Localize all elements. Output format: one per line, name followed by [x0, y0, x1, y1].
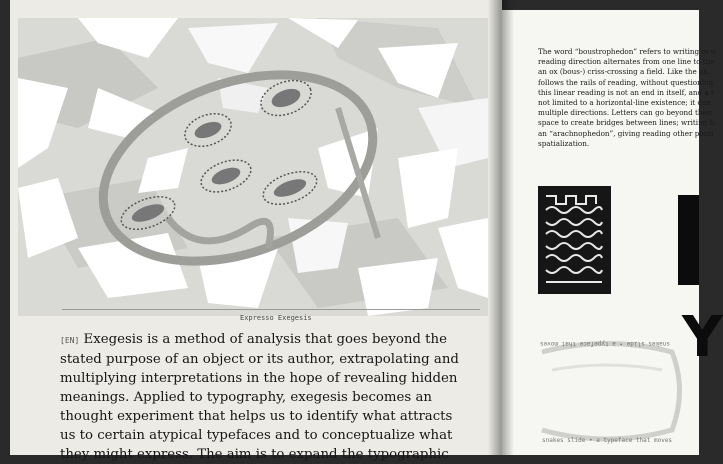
right-text-line: space to create bridges between lines; writing b	[538, 118, 715, 128]
right-text-line: this linear reading is not an end in itself, and a t	[538, 87, 714, 97]
body-line	[60, 330, 490, 350]
body-text	[60, 330, 490, 464]
body-line: meanings. Applied to typography, exegesis becomes an	[60, 390, 432, 405]
glyph-pattern-svg	[538, 186, 611, 294]
right-text-line: an ox (bous-) criss-crossing a field. Like the ox,	[538, 67, 710, 77]
body-line: multiplying interpretations in the hope of revealing hidden	[60, 371, 458, 386]
body-line-text: Exegesis is a method of analysis that goes beyond the	[83, 332, 447, 347]
large-letterform: Y	[682, 305, 723, 370]
right-text-line: an “arachnophedon”, giving reading other possi	[538, 128, 714, 138]
figure-caption: Expresso Exegesis	[240, 314, 312, 322]
right-text-line: The word “boustrophedon” refers to writing in w	[538, 47, 717, 56]
body-line: stated purpose of an object or its author, extrapolating and	[60, 352, 459, 367]
glyph-pattern-image	[538, 186, 611, 294]
language-tag: [EN]	[60, 336, 80, 345]
expresso-exegesis-artwork	[18, 18, 488, 316]
book-gutter	[488, 0, 514, 455]
right-page-text	[538, 47, 717, 149]
right-page	[502, 10, 723, 455]
specimen-line: snakes slide • a typeface that moves	[542, 437, 673, 444]
large-letterform-fragment	[678, 195, 699, 285]
right-text-line: follows the rails of reading, without questioning	[538, 77, 714, 87]
right-text-line: not limited to a horizontal-line existence; it can	[538, 98, 711, 108]
right-text-line: spatialization.	[538, 138, 590, 148]
body-line: they might express. The aim is to expand the typographic	[60, 447, 449, 462]
caption-rule	[62, 309, 480, 310]
left-page	[10, 0, 502, 462]
specimen-line-upside-down: snakes slide • a typeface that moves	[539, 340, 670, 347]
right-text-line: reading direction alternates from one line to the	[538, 57, 715, 67]
body-line: us to certain atypical typefaces and to conceptualize what	[60, 428, 453, 443]
right-text-line: multiple directions. Letters can go beyond their	[538, 108, 713, 118]
snake-specimen	[532, 330, 682, 455]
body-line: thought experiment that helps us to identify what attracts	[60, 409, 453, 424]
